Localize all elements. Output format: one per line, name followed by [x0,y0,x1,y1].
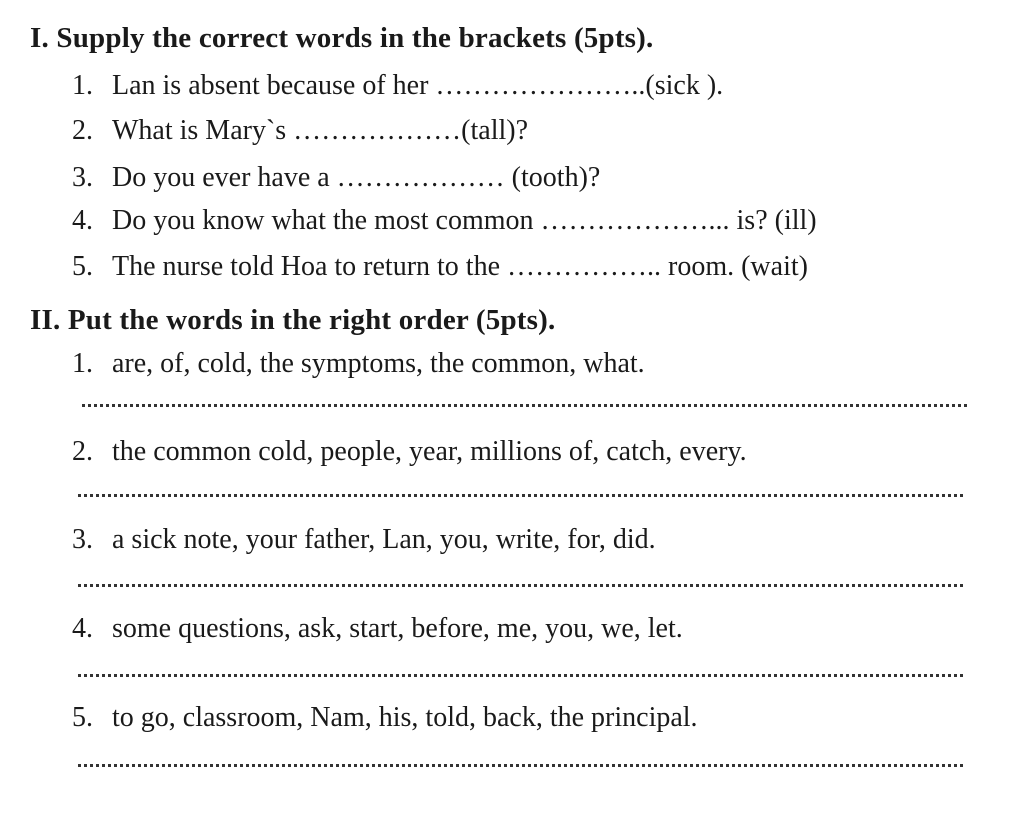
answer-line-3 [78,584,963,587]
item-number: 4. [72,613,93,644]
item-number: 1. [72,348,93,379]
answer-line-1 [82,404,967,407]
item-text: What is Mary`s ………………(tall)? [112,115,529,146]
item-number: 4. [72,205,93,236]
section1-item-4 [72,205,817,237]
item-number: 2. [72,436,93,467]
answer-line-4 [78,674,963,677]
item-text: some questions, ask, start, before, me, you, we, let. [112,613,683,644]
section2-item-3 [72,524,656,556]
item-number: 1. [72,70,93,101]
section2-item-4 [72,613,683,645]
section1-item-2 [72,115,528,147]
section2-item-5 [72,702,698,734]
section2-item-1 [72,348,645,380]
section1-heading: I. Supply the correct words in the brackets (5pts). [30,22,654,54]
section1-item-5 [72,251,808,283]
item-number: 2. [72,115,93,146]
item-number: 3. [72,524,93,555]
answer-line-2 [78,494,963,497]
item-text: Do you ever have a ……………… (tooth)? [112,162,601,193]
answer-line-5 [78,764,963,767]
item-text: the common cold, people, year, millions of, catch, every. [112,436,747,467]
section2-item-2 [72,436,747,468]
item-text: a sick note, your father, Lan, you, write, for, did. [112,524,656,555]
item-text: Lan is absent because of her …………………..(sick ). [112,70,724,101]
section1-item-3 [72,162,600,194]
item-number: 5. [72,702,93,733]
item-text: are, of, cold, the symptoms, the common, what. [112,348,645,379]
item-text: to go, classroom, Nam, his, told, back, the principal. [112,702,698,733]
section1-item-1 [72,70,723,102]
item-text: Do you know what the most common ………………... is? (ill) [112,205,817,236]
section2-heading: II. Put the words in the right order (5pts). [30,304,556,336]
item-text: The nurse told Hoa to return to the …………….. room. (wait) [112,251,808,282]
item-number: 5. [72,251,93,282]
item-number: 3. [72,162,93,193]
